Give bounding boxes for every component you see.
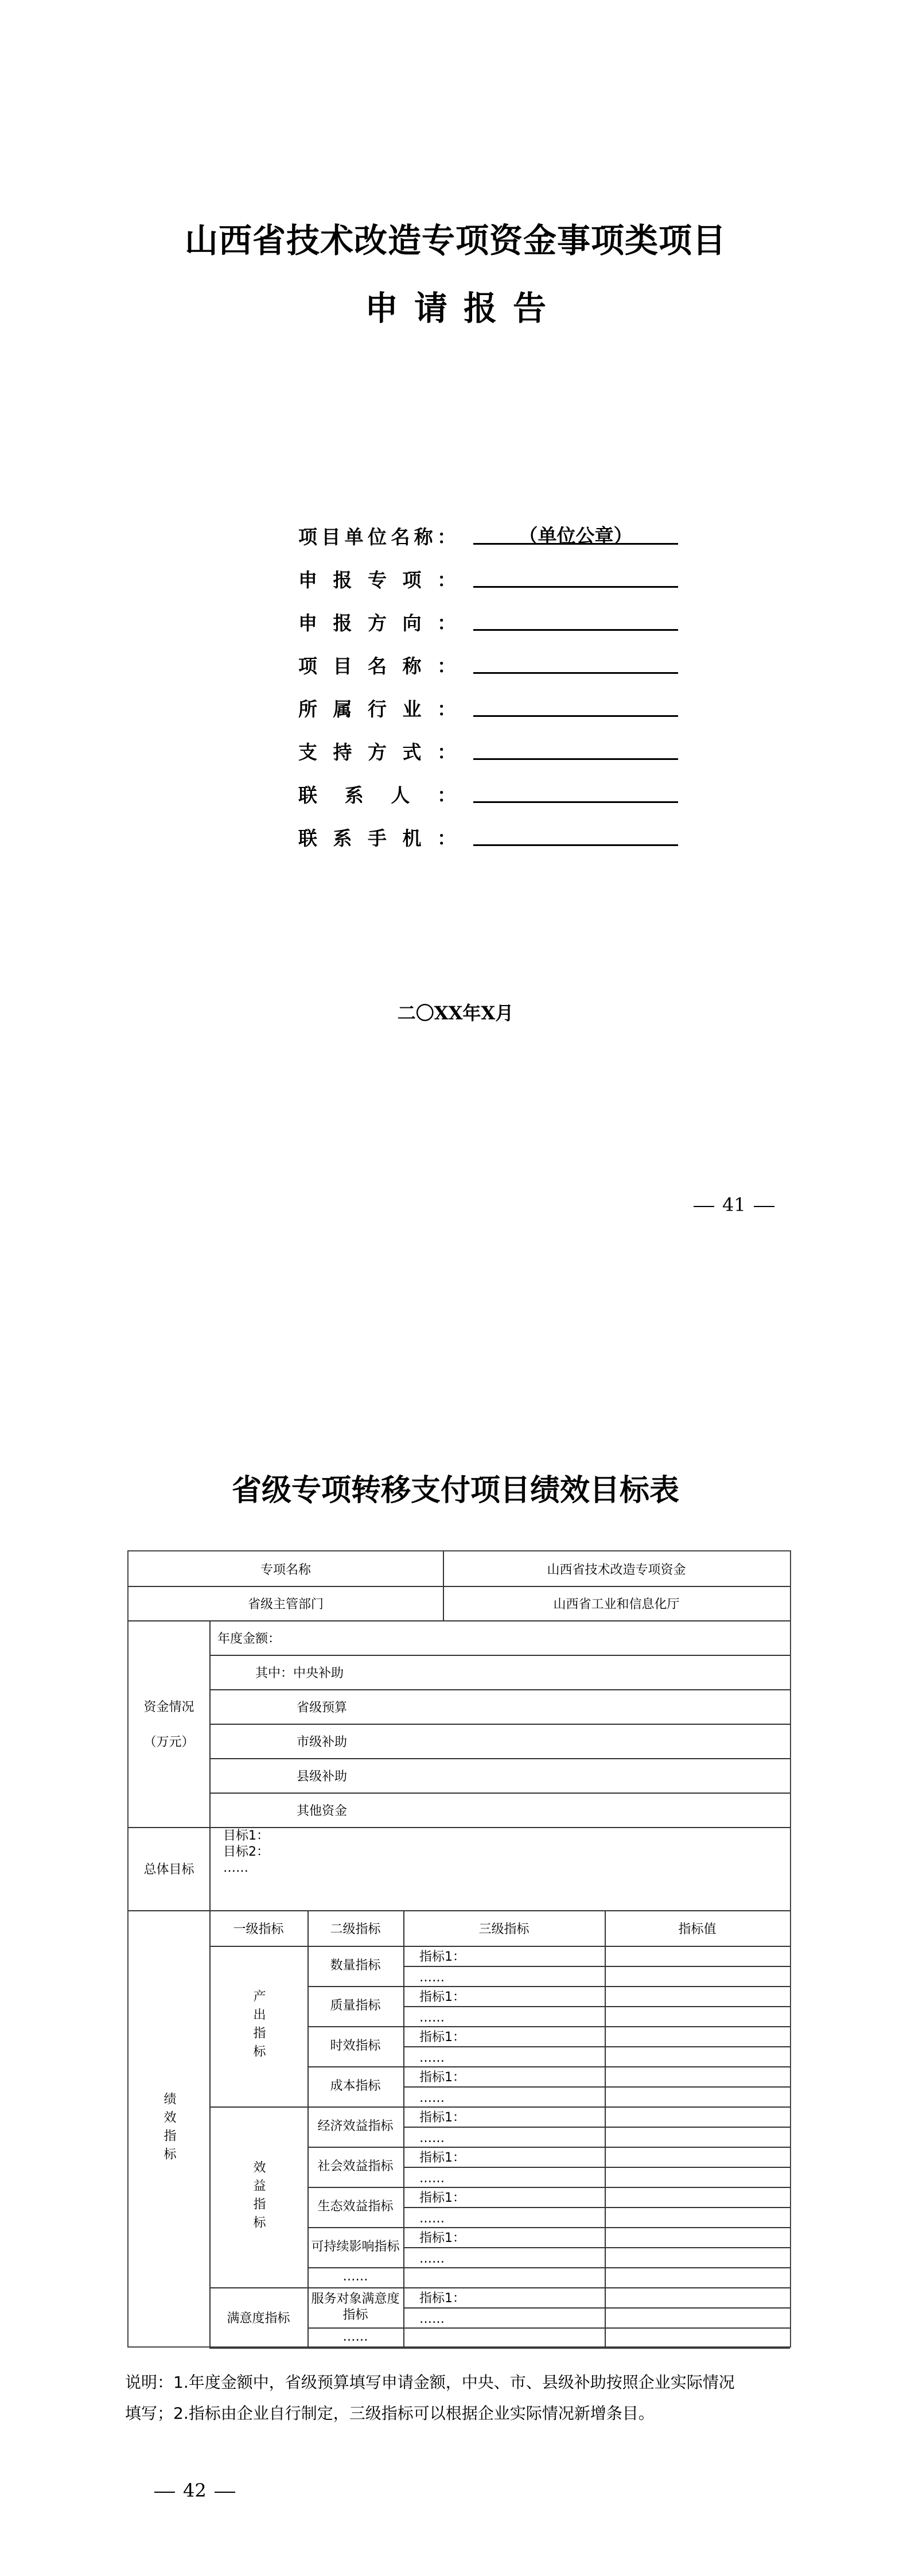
label-char: 所 [298,698,317,720]
header-3: 三级指标 [478,1922,530,1937]
dash [215,2492,235,2493]
level1-cell [209,2106,307,2287]
indicator-value[interactable] [605,2247,790,2267]
label-char: 手 [368,827,387,849]
page-number-text: 41 [722,1194,746,1216]
form-row [298,565,688,608]
label-char: 项 [298,526,317,548]
level2-name: 经济效益指标 [317,2119,394,2133]
funds-label-cell [129,1620,209,1827]
row-divider [209,1689,790,1690]
level3-item[interactable]: …… [419,2171,445,2186]
application-form [298,522,688,867]
level3-item[interactable]: 指标1： [419,2111,465,2125]
header-4: 指标值 [678,1922,717,1937]
level1-name: 产出指标 [251,1989,266,2063]
level2-name: 社会效益指标 [317,2159,394,2174]
goal-line: …… [223,1861,248,1875]
label-char: 名 [391,526,410,548]
page-number-text: 42 [183,2480,207,2501]
label-char: 报 [333,612,352,634]
report-subtitle [0,281,911,329]
funds-row[interactable]: 省级预算 [297,1700,348,1715]
indicator-value[interactable] [605,2026,790,2046]
label-char: 称 [402,655,422,677]
level3-item[interactable]: …… [419,2091,445,2105]
date-line: 二〇XX年X月 [397,1002,514,1024]
label-colon: ： [437,784,456,806]
level2-name: 质量指标 [330,1999,381,2013]
table-note [125,2367,793,2429]
subtitle-char: 申 [364,289,398,328]
label-char: 目 [333,655,352,677]
form-label [298,522,456,549]
label-char: 向 [402,612,422,634]
level3-item[interactable]: …… [419,2252,445,2266]
level3-item[interactable] [403,2327,605,2348]
label-char: 项 [402,569,422,591]
indicator-value[interactable] [605,2046,790,2066]
indicator-value[interactable] [605,2106,790,2127]
row-divider [209,1724,790,1725]
form-label [298,695,456,721]
row-divider [403,2167,790,2168]
funds-row[interactable]: 其中：中央补助 [255,1666,344,1681]
table-title: 省级专项转移支付项目绩效目标表 [231,1473,679,1508]
report-title: 山西省技术改造专项资金事项类项目 [184,221,726,260]
label-char: 式 [402,741,422,763]
level3-item[interactable]: 指标1： [419,2291,465,2306]
funds-label: 资金情况 [143,1700,194,1714]
dash [154,2492,175,2493]
level2-name: 成本指标 [330,2079,381,2093]
level1-cell: 满意度指标 [227,2311,290,2326]
indicator-value[interactable] [605,2327,790,2348]
label-char: 属 [333,698,352,720]
label-char: 位 [367,526,387,548]
label-char: 方 [368,612,387,634]
perf-label-cell [129,1910,209,2348]
funds-row[interactable]: 年度金额： [217,1631,281,1646]
row-divider [403,2127,790,2128]
level1-name: 效益指标 [251,2160,266,2234]
level3-item[interactable]: …… [419,2131,445,2146]
indicator-value[interactable] [605,2207,790,2227]
level1-cell [209,1946,307,2106]
label-char: 名 [368,655,387,677]
note-line-1: 说明：1.年度金额中，省级预算填写申请金额，中央、市、县级补助按照企业实际情况 [125,2373,735,2392]
indicator-value[interactable] [605,2167,790,2187]
form-row [298,608,688,651]
blank-underline[interactable] [473,844,678,846]
form-label [298,781,456,808]
indicator-value[interactable] [605,2066,790,2086]
note-line-2: 填写；2.指标由企业自行制定，三级指标可以根据企业实际情况新增条目。 [125,2404,655,2423]
label-char: 称 [414,526,433,548]
col-divider [443,1551,444,1620]
row-divider [403,2086,790,2088]
row-divider [209,1793,790,1794]
level3-item[interactable]: …… [419,2011,445,2025]
indicator-value[interactable] [605,2006,790,2026]
form-row [298,695,688,738]
goal-line: 目标2： [223,1845,269,1859]
level3-item[interactable]: 指标1： [419,2030,465,2044]
level3-item[interactable]: 指标1： [419,2151,465,2165]
indicator-value[interactable] [605,2287,790,2307]
level2-name: 服务对象满意度指标 [311,2292,400,2322]
form-label [298,608,456,635]
level3-item[interactable] [403,2267,605,2287]
form-row [298,738,688,781]
header-1: 一级指标 [233,1922,284,1937]
label-char: 单 [344,526,364,548]
level2-name: 时效指标 [330,2039,381,2053]
label-colon: ： [437,569,456,591]
label-char: 报 [333,569,352,591]
form-label [298,651,456,678]
special-name-value: 山西省技术改造专项资金 [547,1562,686,1577]
funds-row[interactable]: 市级补助 [297,1735,348,1749]
blank-underline[interactable] [473,758,678,760]
level2-name: 数量指标 [330,1958,381,1973]
blank-underline[interactable] [473,672,678,674]
indicator-value[interactable] [605,2227,790,2247]
perf-label: 绩效指标 [162,2092,176,2166]
label-char: 支 [298,741,317,763]
performance-target-table [127,1550,791,2348]
form-label [298,565,456,592]
label-char: 目 [321,526,341,548]
row-divider [403,2207,790,2208]
form-row [298,651,688,695]
goal-label: 总体目标 [143,1863,194,1877]
level3-item[interactable]: …… [419,1970,445,1985]
indicator-value[interactable] [605,2307,790,2327]
label-char: 行 [368,698,387,720]
label-char: 业 [402,698,422,720]
form-row [298,781,688,824]
indicator-value[interactable] [605,2127,790,2147]
form-row [298,824,688,867]
level2-name: …… [342,2330,368,2344]
form-label [298,824,456,851]
row-divider [403,2307,790,2309]
label-char: 专 [368,569,387,591]
label-colon: ： [437,526,456,548]
page-number [146,2480,243,2501]
label-colon: ： [437,612,456,634]
label-colon: ： [437,655,456,677]
blank-underline[interactable] [473,715,678,717]
label-char: 持 [333,741,352,763]
label-char: 方 [368,741,387,763]
header-2: 二级指标 [330,1922,381,1937]
level3-item[interactable]: 指标1： [419,2070,465,2085]
funds-row[interactable]: 县级补助 [297,1769,348,1784]
form-field-value[interactable]: （单位公章） [519,525,633,547]
subtitle-char: 报 [464,289,497,328]
goal-content[interactable] [209,1827,790,1910]
dept-label: 省级主管部门 [247,1597,324,1612]
label-char: 联 [298,827,317,849]
goal-line: 目标1： [223,1829,269,1843]
label-char: 项 [298,655,317,677]
subtitle-char: 请 [414,289,447,328]
level3-item[interactable]: …… [419,2212,445,2226]
indicator-value[interactable] [605,2147,790,2167]
label-char: 申 [298,569,317,591]
blank-underline[interactable] [473,586,678,588]
label-char: 联 [298,784,317,806]
form-label [298,738,456,765]
row-divider [209,1655,790,1656]
level3-item[interactable]: 指标1： [419,2231,465,2245]
label-char: 申 [298,612,317,634]
label-colon: ： [437,698,456,720]
row-divider [209,2348,790,2349]
page-42 [0,1288,911,2576]
blank-underline[interactable] [473,801,678,803]
level2-name: 可持续影响指标 [311,2240,400,2254]
indicator-value[interactable] [605,2187,790,2207]
dash [694,1206,714,1207]
indicator-value[interactable] [605,2086,790,2106]
special-name-label: 专项名称 [260,1562,311,1577]
row-divider [403,1966,790,1967]
row-divider [209,1758,790,1759]
row-divider [403,2046,790,2047]
label-char: 系 [344,784,364,806]
level3-item[interactable]: …… [419,2312,445,2326]
level3-item[interactable]: 指标1： [419,1950,465,1964]
row-divider [403,2247,790,2248]
dept-value: 山西省工业和信息化厅 [553,1597,680,1612]
row-divider [403,2006,790,2007]
subtitle-char: 告 [513,289,547,328]
level3-item[interactable]: 指标1： [419,2191,465,2205]
funds-unit: （万元） [143,1735,194,1749]
indicator-value[interactable] [605,1946,790,1966]
form-row [298,522,688,565]
level2-name: 生态效益指标 [317,2199,394,2214]
label-colon: ： [437,827,456,849]
indicator-value[interactable] [605,1966,790,1986]
indicator-value[interactable] [605,1986,790,2006]
label-colon: ： [437,741,456,763]
dash [754,1206,774,1207]
level3-item[interactable]: …… [419,2051,445,2065]
funds-row[interactable]: 其他资金 [297,1803,348,1818]
level3-item[interactable]: 指标1： [419,1990,465,2004]
label-char: 人 [391,784,410,806]
page-number [686,1194,782,1216]
indicator-value[interactable] [605,2267,790,2287]
label-char: 机 [402,827,422,849]
level2-name: …… [342,2269,368,2284]
label-char: 系 [333,827,352,849]
blank-underline[interactable] [473,629,678,631]
